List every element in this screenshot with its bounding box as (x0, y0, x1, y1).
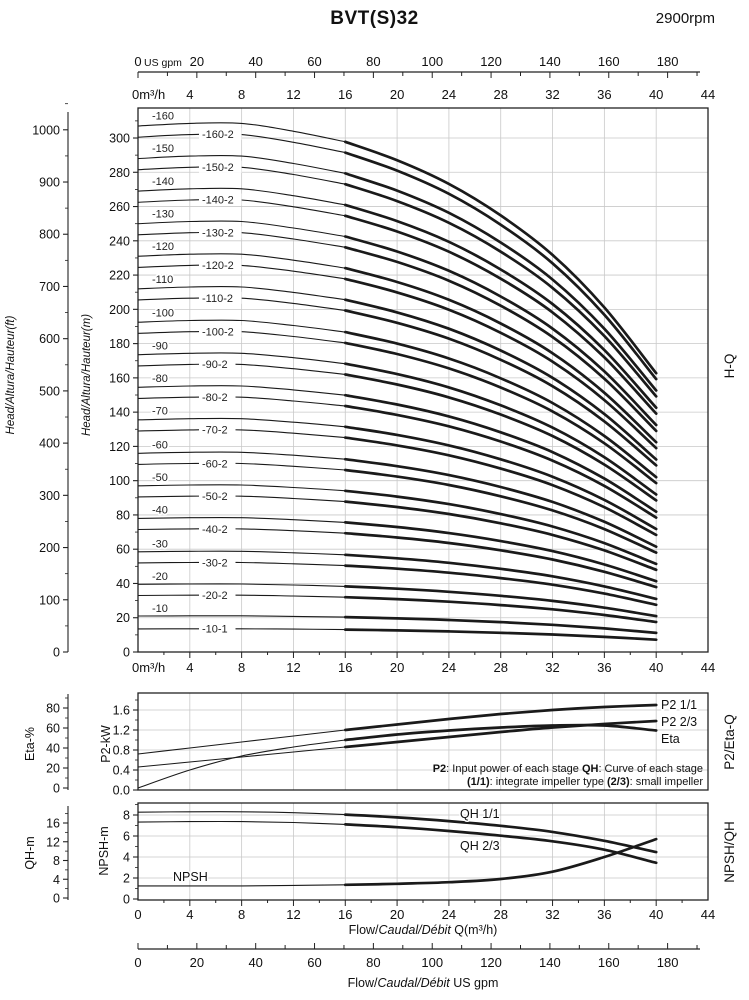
head-m-tick-label: 40 (116, 576, 130, 591)
m3h-tick-label: 44 (700, 87, 716, 102)
curve-label--40: -40 (152, 504, 168, 517)
curve-label--130-2: -130-2 (202, 227, 234, 240)
head-ft-tick-label: 100 (39, 593, 60, 608)
npsh-tick-label: 6 (123, 829, 130, 844)
qh-axis-label: QH-m (23, 836, 37, 870)
flow-gpm-caption: Flow/Caudal/Débit US gpm (347, 976, 499, 990)
head-m-tick-label: 120 (109, 439, 130, 454)
eta-tick-label: 40 (46, 741, 60, 756)
m3h-tick-label: 28 (493, 87, 508, 102)
gpm-bottom-label: 140 (539, 955, 561, 970)
npsh-tick-label: 0 (123, 892, 130, 907)
curve-label--160-2: -160-2 (202, 129, 234, 142)
m3h-tick-label: 12 (286, 87, 301, 102)
note-line-1: P2: Input power of each stage QH: Curve of each stage (432, 763, 703, 775)
m3h-tick-label: 40 (648, 87, 664, 102)
bottom-x-axis (134, 900, 715, 937)
curve-label--140: -140 (152, 175, 175, 188)
npsh-label: NPSH (173, 870, 208, 884)
main-x-label: 20 (389, 660, 405, 675)
main-x-label: 4 (186, 660, 194, 675)
head-ft-tick-label: 600 (39, 332, 60, 347)
gpm-tick-label: 20 (189, 54, 205, 69)
curve-label--50-2: -50-2 (202, 491, 228, 504)
head-m-tick-label: 260 (109, 200, 130, 215)
bot-x-label: 20 (389, 907, 405, 922)
m3h-tick-label: 20 (389, 87, 405, 102)
main-x-label: 8 (238, 660, 246, 675)
head-m-tick-label: 80 (116, 508, 130, 523)
gpm-bottom-label: 160 (597, 955, 620, 970)
main-x-label: 28 (493, 660, 508, 675)
curve-label--80-2: -80-2 (202, 391, 228, 404)
bot-x-label: 12 (286, 907, 301, 922)
curve-label--10-1: -10-1 (202, 623, 228, 636)
curve-label--100: -100 (152, 307, 175, 320)
curve-label--30-2: -30-2 (202, 557, 228, 570)
npsh-axis-label: NPSH-m (97, 826, 111, 876)
main-x-label: 32 (545, 660, 560, 675)
head-m-tick-label: 20 (116, 611, 130, 626)
m3h-tick-label: 32 (545, 87, 560, 102)
gpm-tick-label: 120 (480, 54, 502, 69)
eta-tick-label: 0 (53, 781, 60, 796)
npsh-tick-label: 8 (123, 808, 130, 823)
curve-label--160: -160 (152, 110, 175, 123)
qh-tick-label: 8 (53, 854, 60, 868)
curve-label--10: -10 (152, 602, 168, 615)
main-x-label: 40 (648, 660, 664, 675)
qh-tick-label: 0 (53, 891, 60, 906)
gpm-tick-label: 60 (307, 54, 322, 69)
hq-panel-label: H-Q (722, 353, 737, 379)
main-x-label: 12 (286, 660, 301, 675)
bot-x-label: 40 (648, 907, 664, 922)
m3h-tick-label: 4 (186, 87, 194, 102)
head-ft-axis-label: Head/Altura/Hauteur(ft) (5, 315, 17, 435)
p2-tick-label: 0.8 (112, 743, 130, 758)
m3h-zero-label: 0m³/h (132, 87, 166, 102)
head-m-axis-label: Head/Altura/Hauteur(m) (81, 313, 93, 437)
head-m-tick-label: 60 (116, 542, 130, 557)
curve-label--40-2: -40-2 (202, 523, 228, 536)
m3h-tick-label: 36 (597, 87, 612, 102)
p2-axis-label: P2-kW (99, 725, 113, 763)
main-x-zero-label: 0m³/h (132, 660, 166, 675)
curve-label--90: -90 (152, 340, 168, 353)
eta-label: Eta (661, 732, 680, 746)
head-ft-tick-label: 0 (53, 645, 60, 660)
head-m-tick-label: 300 (109, 131, 130, 146)
curve-label--50: -50 (152, 471, 168, 484)
m3h-tick-label: 24 (441, 87, 457, 102)
axes (32, 104, 138, 907)
head-m-tick-label: 0 (123, 645, 130, 660)
curve-label--20-2: -20-2 (202, 590, 228, 603)
curve-label--60-2: -60-2 (202, 458, 228, 471)
head-m-tick-label: 180 (109, 337, 130, 352)
gpm-tick-label: 160 (597, 54, 620, 69)
curve-label--150: -150 (152, 143, 175, 156)
head-m-tick-label: 140 (109, 405, 130, 420)
gpm-bottom-label: 60 (307, 955, 322, 970)
p2-eta-panel-label: P2/Eta-Q (722, 714, 737, 770)
eta-axis-label: Eta-% (23, 726, 37, 762)
gpm-bottom-label: 20 (189, 955, 205, 970)
p2-tick-label: 0.0 (112, 783, 130, 798)
p2-11-label: P2 1/1 (661, 698, 698, 712)
p2-tick-label: 1.6 (112, 703, 130, 718)
qh-11-label: QH 1/1 (460, 807, 500, 821)
npsh-qh-panel-label: NPSH/QH (722, 821, 737, 883)
curve-label--120-2: -120-2 (202, 260, 234, 273)
curve-label--110-2: -110-2 (202, 292, 233, 305)
gpm-zero-label: 0 (134, 54, 142, 69)
head-m-tick-label: 220 (109, 268, 130, 283)
head-m-tick-label: 100 (109, 474, 130, 489)
rpm-label: 2900rpm (655, 10, 715, 27)
bot-x-label: 24 (441, 907, 457, 922)
gpm-bottom-label: 120 (480, 955, 502, 970)
bot-x-label: 44 (700, 907, 716, 922)
gpm-tick-label: 180 (656, 54, 679, 69)
head-ft-tick-label: 200 (39, 541, 60, 556)
curve-label--20: -20 (152, 570, 168, 583)
head-m-tick-label: 280 (109, 165, 130, 180)
npsh-tick-label: 2 (123, 871, 130, 886)
head-ft-tick-label: 1000 (32, 123, 60, 138)
qh-23-label: QH 2/3 (460, 839, 500, 853)
gpm-bottom-label: 100 (421, 955, 444, 970)
head-m-tick-label: 240 (109, 234, 130, 249)
gpm-tick-label: 80 (366, 54, 381, 69)
gpm-bottom-label: 0 (134, 955, 142, 970)
top-gpm-axis (132, 54, 715, 102)
bot-x-label: 8 (238, 907, 246, 922)
gpm-bottom-label: 80 (366, 955, 381, 970)
head-ft-tick-label: 900 (39, 175, 60, 190)
legend-note (433, 763, 704, 788)
curve-label--90-2: -90-2 (202, 359, 228, 372)
m3h-tick-label: 16 (338, 87, 353, 102)
qh-tick-label: 4 (53, 872, 60, 887)
m3h-tick-label: 8 (238, 87, 246, 102)
gpm-bottom-label: 180 (656, 955, 679, 970)
main-x-label: 36 (597, 660, 612, 675)
main-x-label: 44 (700, 660, 716, 675)
curve-label--150-2: -150-2 (202, 161, 234, 174)
curve-label--110: -110 (152, 273, 174, 286)
head-ft-tick-label: 400 (39, 436, 60, 451)
bot-x-label: 32 (545, 907, 560, 922)
p2-23-label: P2 2/3 (661, 715, 698, 729)
head-ft-tick-label: 300 (39, 488, 60, 503)
curve-label--120: -120 (152, 241, 175, 254)
gpm-tick-label: 40 (248, 54, 263, 69)
main-x-label: 24 (441, 660, 457, 675)
curve-label--100-2: -100-2 (202, 326, 234, 339)
head-m-tick-label: 160 (109, 371, 130, 386)
qh-tick-label: 12 (46, 835, 60, 850)
eta-tick-label: 20 (46, 761, 60, 776)
bot-x-label: 36 (597, 907, 612, 922)
p2-tick-label: 0.4 (112, 763, 130, 778)
main-x-axis (132, 652, 715, 675)
note-line-2: (1/1): integrate impeller type (2/3): small impeller (467, 776, 703, 788)
p2-tick-label: 1.2 (112, 723, 130, 738)
gpm-tick-label: 140 (539, 54, 561, 69)
gpm-tick-label: 100 (421, 54, 444, 69)
head-ft-tick-label: 500 (39, 384, 60, 399)
curve-label--140-2: -140-2 (202, 194, 234, 207)
bot-x-label: 16 (338, 907, 353, 922)
eta-tick-label: 80 (46, 701, 60, 716)
curve-label--30: -30 (152, 538, 168, 551)
head-m-tick-label: 200 (109, 302, 130, 317)
curve-label--70: -70 (152, 405, 168, 418)
gpm-bottom-label: 40 (248, 955, 263, 970)
npsh-tick-label: 4 (123, 850, 130, 865)
bot-x-label: 28 (493, 907, 508, 922)
page-title: BVT(S)32 (330, 8, 419, 29)
bottom-gpm-axis (134, 943, 700, 990)
head-ft-tick-label: 800 (39, 227, 60, 242)
curve-label--70-2: -70-2 (202, 424, 228, 437)
bot-x-label: 4 (186, 907, 194, 922)
eta-tick-label: 60 (46, 721, 60, 736)
curve-label--80: -80 (152, 372, 168, 385)
qh-tick-label: 16 (46, 816, 60, 831)
gpm-unit-label: US gpm (144, 57, 182, 69)
curve-label--130: -130 (152, 208, 175, 221)
head-ft-tick-label: 700 (39, 279, 60, 294)
bot-x-label: 0 (134, 907, 142, 922)
curve-label--60: -60 (152, 439, 168, 452)
flow-m3h-caption: Flow/Caudal/Débit Q(m³/h) (348, 923, 498, 937)
main-x-label: 16 (338, 660, 353, 675)
